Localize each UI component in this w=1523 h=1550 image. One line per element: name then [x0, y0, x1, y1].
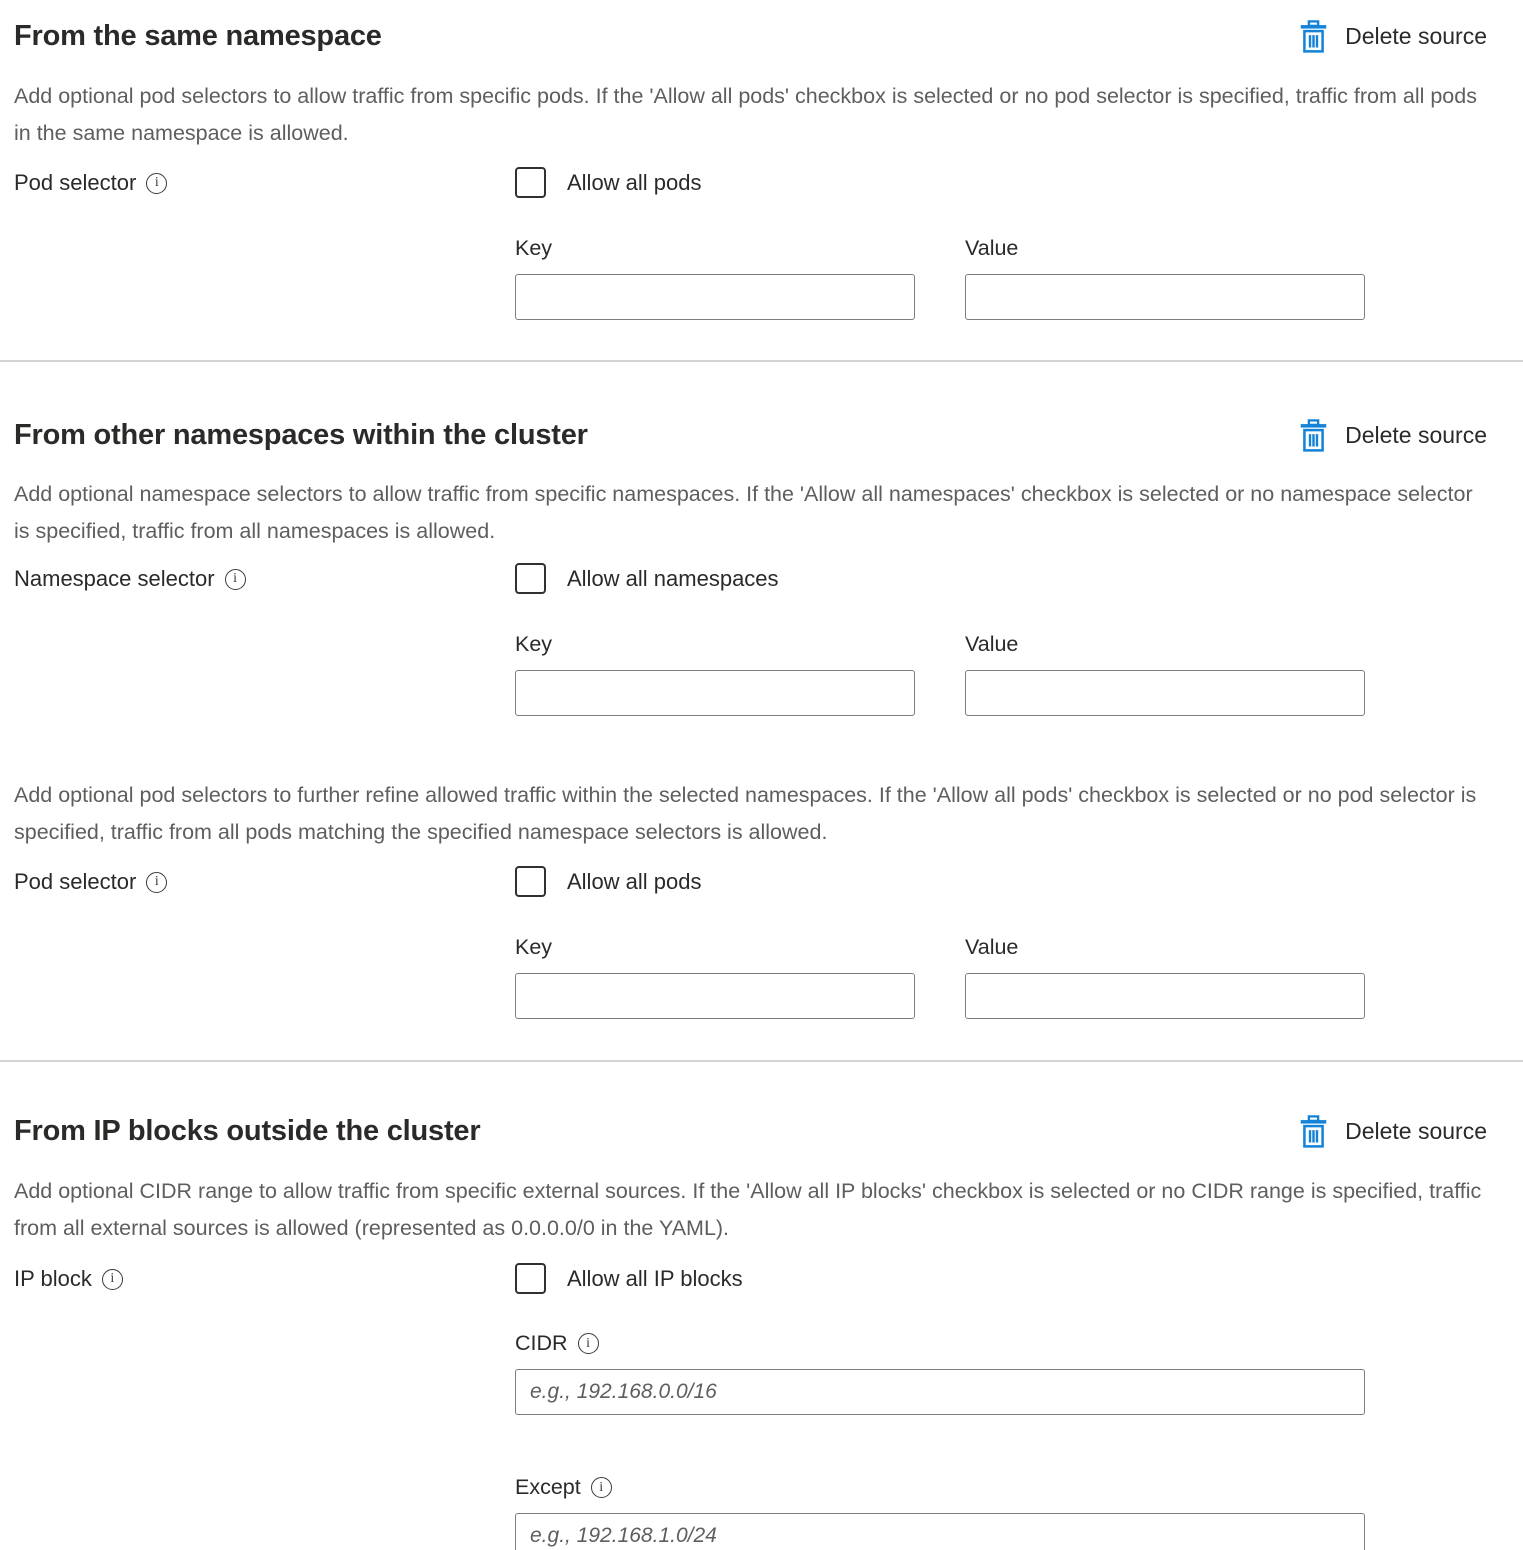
pod-selector-label-group — [14, 167, 515, 196]
key-label: Key — [515, 236, 553, 260]
allow-all-ip-blocks-label: Allow all IP blocks — [567, 1265, 743, 1291]
key-label: Key — [515, 935, 553, 959]
allow-all-pods-checkbox[interactable] — [515, 866, 546, 897]
info-icon[interactable]: i — [578, 1333, 599, 1354]
delete-source-button-ip-blocks[interactable] — [1299, 1115, 1487, 1148]
allow-all-namespaces-label: Allow all namespaces — [567, 565, 779, 591]
pod-selector-label: Pod selector — [14, 170, 137, 195]
value-label: Value — [965, 236, 1019, 260]
section-same-namespace — [14, 20, 1487, 320]
trash-icon — [1299, 20, 1328, 53]
pod-key-input[interactable] — [515, 973, 915, 1019]
info-icon[interactable]: i — [591, 1477, 612, 1498]
namespace-value-input[interactable] — [965, 670, 1365, 716]
cidr-label: CIDR — [515, 1331, 568, 1355]
section-title-same-namespace: From the same namespace — [14, 20, 382, 52]
ip-block-label-group — [14, 1263, 515, 1292]
value-input[interactable] — [965, 274, 1365, 320]
section-description-pods: Add optional pod selectors to further refine allowed traffic within the selected namespaces. If the 'Allow all pods' checkbox is selected or no pod selector is specified, traffic from all pods matching the specified namespace selectors is allowed. — [14, 783, 1477, 844]
pod-selector-label-group — [14, 866, 515, 895]
pod-selector-label: Pod selector — [14, 869, 137, 894]
allow-all-pods-checkbox-row — [515, 866, 1487, 897]
key-label: Key — [515, 632, 553, 656]
section-description: Add optional CIDR range to allow traffic from specific external sources. If the 'Allow all IP blocks' checkbox is selected or no CIDR range is specified, traffic from all external sources is allowed (represented as 0.0.0.0/0 in the YAML). — [14, 1179, 1482, 1240]
section-description: Add optional pod selectors to allow traffic from specific pods. If the 'Allow all pods' checkbox is selected or no pod selector is specified, traffic from all pods in the same namespace is allowed. — [14, 84, 1477, 145]
cidr-input[interactable] — [515, 1369, 1365, 1415]
except-input[interactable] — [515, 1513, 1365, 1550]
trash-icon — [1299, 419, 1328, 452]
allow-all-pods-label: Allow all pods — [567, 169, 702, 195]
delete-source-label: Delete source — [1345, 422, 1487, 448]
delete-source-label: Delete source — [1345, 23, 1487, 49]
section-divider — [0, 1060, 1523, 1062]
section-divider — [0, 360, 1523, 362]
allow-all-pods-label: Allow all pods — [567, 868, 702, 894]
section-description: Add optional namespace selectors to allow traffic from specific namespaces. If the 'Allow all namespaces' checkbox is selected or no namespace selector is specified, traffic from all namespaces is allowed. — [14, 482, 1473, 543]
delete-source-button-other-namespaces[interactable] — [1299, 419, 1487, 452]
allow-all-ip-blocks-checkbox[interactable] — [515, 1263, 546, 1294]
delete-source-button-same-namespace[interactable] — [1299, 20, 1487, 53]
ip-block-label: IP block — [14, 1266, 92, 1291]
allow-all-namespaces-checkbox-row — [515, 563, 1487, 594]
except-label: Except — [515, 1475, 581, 1499]
value-label: Value — [965, 632, 1019, 656]
trash-icon — [1299, 1115, 1328, 1148]
key-input[interactable] — [515, 274, 915, 320]
info-icon[interactable]: i — [102, 1269, 123, 1290]
allow-all-namespaces-checkbox[interactable] — [515, 563, 546, 594]
namespace-selector-label-group — [14, 563, 515, 592]
value-label: Value — [965, 935, 1019, 959]
pod-value-input[interactable] — [965, 973, 1365, 1019]
allow-all-pods-checkbox-row — [515, 167, 1487, 198]
info-icon[interactable]: i — [146, 872, 167, 893]
info-icon[interactable]: i — [225, 569, 246, 590]
allow-all-pods-checkbox[interactable] — [515, 167, 546, 198]
delete-source-label: Delete source — [1345, 1118, 1487, 1144]
info-icon[interactable]: i — [146, 173, 167, 194]
section-other-namespaces — [14, 419, 1487, 1019]
cidr-label-group — [515, 1331, 1487, 1356]
allow-all-ip-blocks-checkbox-row — [515, 1263, 1487, 1294]
section-ip-blocks — [14, 1115, 1487, 1550]
namespace-selector-label: Namespace selector — [14, 566, 215, 591]
section-title-other-namespaces: From other namespaces within the cluster — [14, 419, 588, 451]
section-title-ip-blocks: From IP blocks outside the cluster — [14, 1115, 481, 1147]
except-label-group — [515, 1475, 1487, 1500]
namespace-key-input[interactable] — [515, 670, 915, 716]
